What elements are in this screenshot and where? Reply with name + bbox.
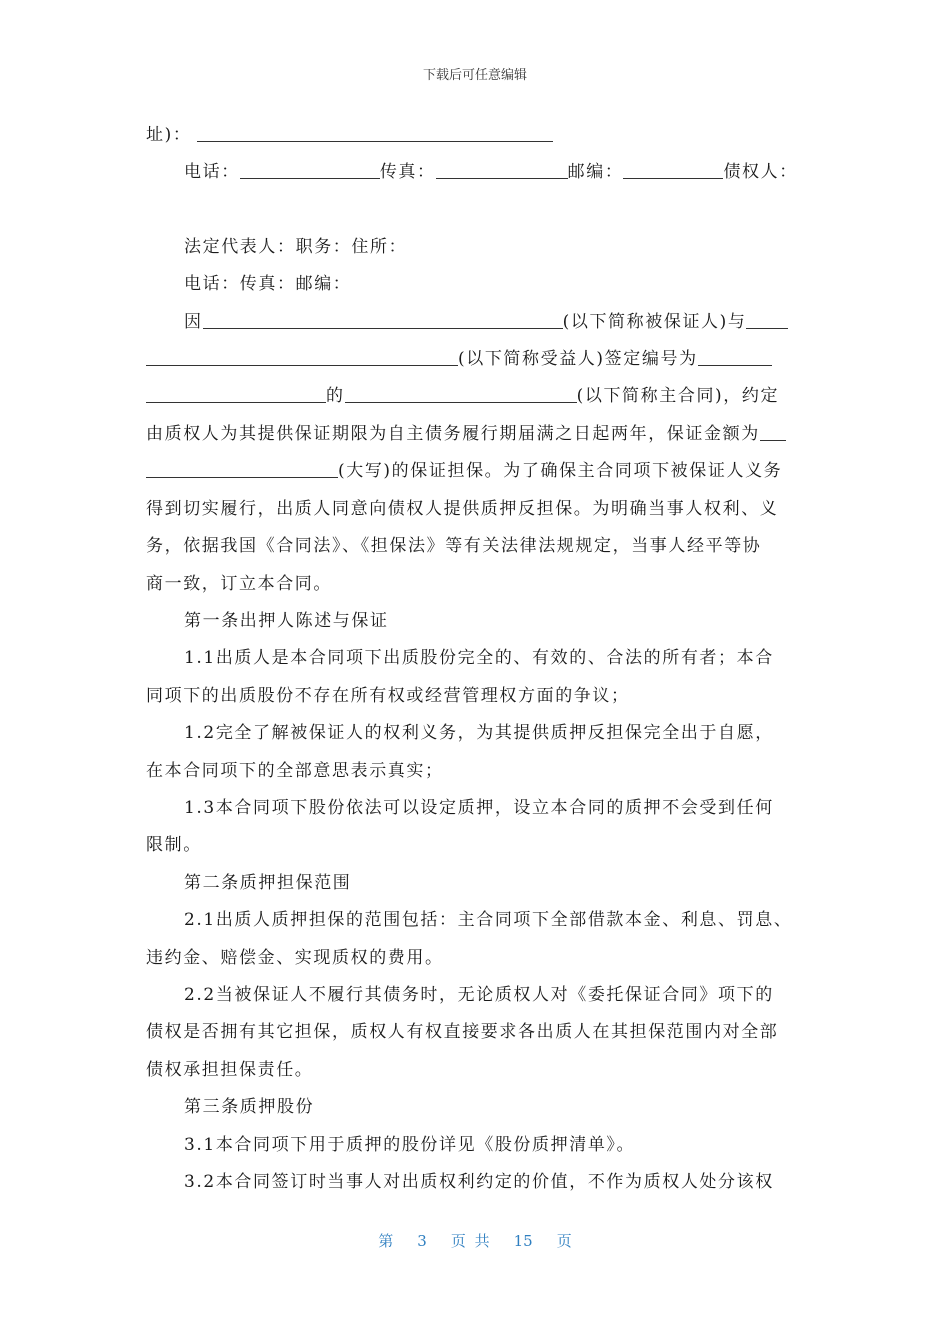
text-line: 务，依据我国《合同法》、《担保法》等有关法律法规规定，当事人经平等协: [146, 536, 762, 556]
article-3-heading: 第三条质押股份: [184, 1097, 315, 1117]
blank-contract-no: [146, 386, 326, 403]
text-line: 违约金、赔偿金、实现质权的费用。: [146, 948, 444, 968]
current-page: 3: [417, 1232, 427, 1250]
text-line: 债权承担担保责任。: [146, 1060, 314, 1080]
text-line: 2.1出质人质押担保的范围包括：主合同项下全部借款本金、利息、罚息、: [184, 910, 793, 930]
page-header: 下载后可任意编辑: [422, 68, 527, 83]
article-1-heading: 第一条出押人陈述与保证: [184, 611, 389, 631]
page-footer: 第 3 页 共 15 页: [378, 1232, 572, 1250]
blank-guaranteed: [203, 312, 563, 329]
line-beneficiary: (以下简称受益人)签定编号为: [146, 349, 772, 369]
blank-contract-no-start: [698, 349, 772, 366]
blank-beneficiary: [146, 349, 458, 366]
line-main-contract: 的 (以下简称主合同)，约定: [146, 386, 779, 406]
text-line: 3.1本合同项下用于质押的股份详见《股份质押清单》。: [184, 1135, 636, 1155]
text-line: 1.2完全了解被保证人的权利义务，为其提供质押反担保完全出于自愿，: [184, 723, 774, 743]
line-address: 址)：: [146, 125, 553, 145]
line-because: 因 (以下简称被保证人)与: [184, 312, 788, 332]
text-line: 1.3本合同项下股份依法可以设定质押，设立本合同的质押不会受到任何: [184, 798, 774, 818]
blank-address: [197, 125, 553, 142]
text-line: 在本合同项下的全部意思表示真实；: [146, 761, 444, 781]
blank-postcode: [623, 162, 723, 179]
text-line: 债权是否拥有其它担保，质权人有权直接要求各出质人在其担保范围内对全部: [146, 1022, 779, 1042]
text-line: 2.2当被保证人不履行其债务时，无论质权人对《委托保证合同》项下的: [184, 985, 774, 1005]
article-2-heading: 第二条质押担保范围: [184, 873, 352, 893]
line-contact-1: 电话： 传真： 邮编： 债权人：: [184, 162, 798, 182]
text-line: 商一致，订立本合同。: [146, 574, 332, 594]
blank-fax: [436, 162, 568, 179]
text-line: 3.2本合同签订时当事人对出质权利约定的价值，不作为质权人处分该权: [184, 1172, 774, 1192]
blank-beneficiary-start: [746, 312, 788, 329]
blank-amount: [146, 461, 338, 478]
line-contact-2: 电话：传真：邮编：: [184, 274, 352, 294]
blank-phone: [240, 162, 380, 179]
text-line: 1.1出质人是本合同项下出质股份完全的、有效的、合法的所有者；本合: [184, 648, 774, 668]
text-line: 同项下的出质股份不存在所有权或经营管理权方面的争议；: [146, 686, 630, 706]
line-legal-rep: 法定代表人：职务：住所：: [184, 237, 408, 257]
line-guarantee-amount: (大写)的保证担保。为了确保主合同项下被保证人义务: [146, 461, 782, 481]
total-pages: 15: [513, 1232, 533, 1250]
line-guarantee-period: 由质权人为其提供保证期限为自主债务履行期届满之日起两年，保证金额为: [146, 424, 786, 444]
blank-amount-start: [760, 424, 786, 441]
text-line: 限制。: [146, 835, 202, 855]
text-line: 得到切实履行，出质人同意向债权人提供质押反担保。为明确当事人权利、义: [146, 499, 779, 519]
blank-contract-name: [345, 386, 577, 403]
